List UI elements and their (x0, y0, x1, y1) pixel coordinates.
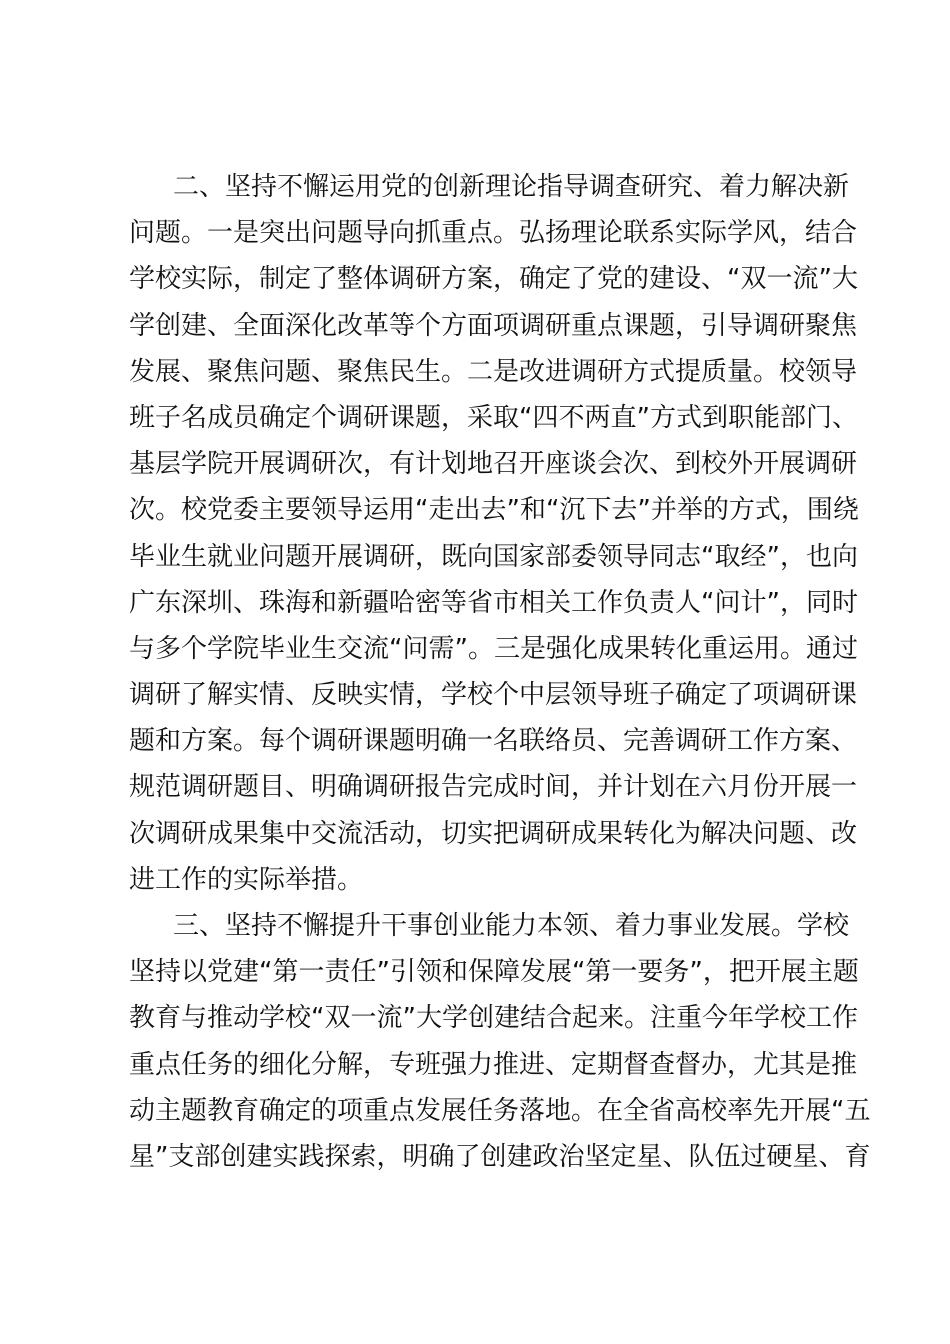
paragraph-line: 广东深圳、珠海和新疆哈密等省市相关工作负责人“问计”，同时 (129, 587, 858, 618)
paragraph-line: 星”支部创建实践探索，明确了创建政治坚定星、队伍过硬星、育 (129, 1141, 871, 1172)
paragraph-line: 题和方案。每个调研课题明确一名联络员、完善调研工作方案、 (129, 726, 858, 757)
paragraph-line: 重点任务的细化分解，专班强力推进、定期督查督办，尤其是推 (129, 1049, 858, 1080)
paragraph-line: 调研了解实情、反映实情，学校个中层领导班子确定了项调研课 (129, 680, 858, 711)
paragraph-2 (129, 164, 859, 903)
paragraph-line: 二、坚持不懈运用党的创新理论指导调查研究、着力解决新 (173, 172, 850, 202)
paragraph-line: 学校实际，制定了整体调研方案，确定了党的建设、“双一流”大 (129, 264, 858, 295)
paragraph-line: 规范调研题目、明确调研报告完成时间，并计划在六月份开展一 (129, 772, 858, 803)
paragraph-line: 与多个学院毕业生交流“问需”。三是强化成果转化重运用。通过 (129, 633, 858, 664)
document-body (129, 164, 871, 1180)
paragraph-line: 学创建、全面深化改革等个方面项调研重点课题，引导调研聚焦 (129, 310, 858, 341)
paragraph-3 (129, 903, 871, 1180)
paragraph-line: 班子名成员确定个调研课题，采取“四不两直”方式到职能部门、 (129, 402, 858, 433)
paragraph-line: 问题。一是突出问题导向抓重点。弘扬理论联系实际学风，结合 (129, 218, 858, 249)
paragraph-line: 三、坚持不懈提升干事创业能力本领、着力事业发展。学校 (173, 911, 850, 941)
paragraph-line: 发展、聚焦问题、聚焦民生。二是改进调研方式提质量。校领导 (129, 356, 858, 387)
paragraph-line: 次调研成果集中交流活动，切实把调研成果转化为解决问题、改 (129, 818, 858, 849)
paragraph-line: 坚持以党建“第一责任”引领和保障发展“第一要务”，把开展主题 (129, 957, 859, 988)
paragraph-line: 次。校党委主要领导运用“走出去”和“沉下去”并举的方式，围绕 (129, 495, 859, 526)
paragraph-line: 进工作的实际举措。 (129, 864, 364, 895)
paragraph-line: 动主题教育确定的项重点发展任务落地。在全省高校率先开展“五 (129, 1095, 871, 1126)
paragraph-line: 教育与推动学校“双一流”大学创建结合起来。注重今年学校工作 (129, 1003, 858, 1034)
paragraph-line: 毕业生就业问题开展调研，既向国家部委领导同志“取经”，也向 (129, 541, 858, 572)
paragraph-line: 基层学院开展调研次，有计划地召开座谈会次、到校外开展调研 (129, 449, 858, 480)
